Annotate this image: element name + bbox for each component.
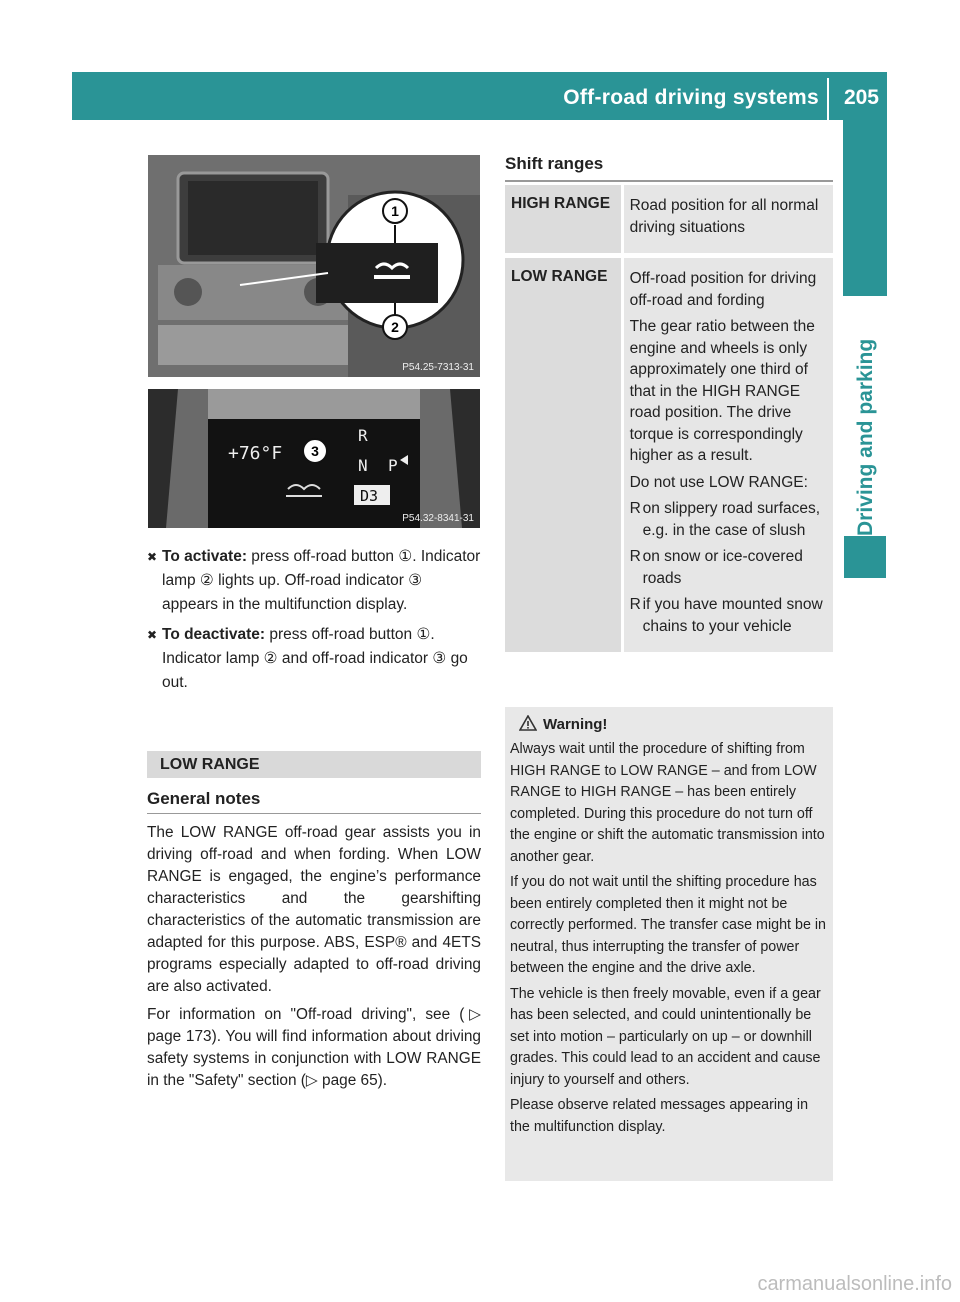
instruction-text: press off-road button ①. Indicator lamp ② and off-road indicator ③ go out.: [162, 626, 468, 691]
list-item: [630, 498, 829, 541]
figure-code: P54.32-8341-31: [402, 513, 474, 524]
range-desc: [621, 258, 833, 652]
warning-body: [510, 739, 830, 1142]
callout-1: 1: [391, 203, 399, 219]
callout-2: 2: [391, 319, 399, 335]
instruction-label: To activate:: [162, 548, 247, 565]
gear-p: P: [388, 456, 398, 475]
figure-code: P54.25-7313-31: [402, 362, 474, 373]
general-notes-body: [147, 822, 481, 1098]
desc-text: Road position for all normal driving situations: [629, 197, 819, 236]
paragraph: The vehicle is then freely movable, even if a gear has been selected, and could unintentionally be set into motion – particularly on up – or downhill grades. This could lead to an accident and cause injury to yourself and others.: [510, 985, 821, 1088]
instruction-label: To deactivate:: [162, 626, 266, 643]
list-item: [630, 546, 829, 589]
bullet-icon: R: [629, 500, 641, 517]
instruction-activate: [147, 545, 481, 617]
list-item: [630, 594, 829, 637]
gear-r: R: [358, 426, 368, 445]
chapter-title: Off-road driving systems: [563, 86, 819, 109]
general-notes-heading: General notes: [147, 789, 481, 814]
gear-d3: D3: [360, 487, 379, 505]
paragraph: Always wait until the procedure of shifting from HIGH RANGE to LOW RANGE – and from LOW RANGE to HIGH RANGE – has been entirely completed. During this procedure do not turn off the engine or shift the automatic transmission into another gear.: [510, 741, 825, 865]
console-illustration: [148, 155, 480, 377]
shift-ranges-heading: Shift ranges: [505, 154, 833, 182]
list-item-text: on slippery road surfaces, e.g. in the case of slush: [642, 500, 821, 539]
warning-heading: [519, 715, 607, 733]
warning-title: Warning!: [543, 716, 608, 733]
section-title: LOW RANGE: [160, 756, 260, 773]
range-label: LOW RANGE: [505, 258, 621, 652]
warning-icon: [519, 715, 537, 731]
table-row: [505, 185, 833, 253]
arrow-icon: ✖: [147, 628, 158, 642]
warning-box: [505, 707, 833, 1181]
display-photo: [148, 389, 480, 528]
gear-n: N: [358, 456, 368, 475]
header-divider: [827, 78, 829, 120]
shift-ranges-table: [505, 185, 833, 657]
side-tab-marker: [844, 536, 886, 578]
desc-text: Off-road position for driving off-road and fording: [629, 270, 817, 309]
arrow-icon: ✖: [147, 550, 158, 564]
paragraph: The LOW RANGE off-road gear assists you in driving off-road and when fording. When LOW RANGE is engaged, the engine’s performance characteristics and the gearshifting characteristics of the automatic transmission are adapted for this purpose. ABS, ESP® and 4ETS programs especially adapted to off-road driving are also activated.: [147, 824, 481, 995]
instruction-text: press off-road button ①. Indicator lamp ② lights up. Off-road indicator ③ appears in the multifunction display.: [162, 548, 481, 613]
bullet-list: [630, 498, 829, 637]
side-tab-label: Driving and parking: [854, 338, 877, 536]
console-photo: [148, 155, 480, 377]
paragraph: Please observe related messages appearing in the multifunction display.: [510, 1097, 809, 1135]
callout-3: 3: [311, 443, 319, 459]
page-number: 205: [843, 86, 879, 109]
page-header: [72, 72, 887, 120]
instructions: [147, 545, 481, 701]
list-item-text: on snow or ice-covered roads: [642, 548, 803, 587]
instruction-deactivate: [147, 623, 481, 695]
display-illustration: [148, 389, 480, 528]
list-item-text: if you have mounted snow chains to your vehicle: [642, 596, 823, 635]
bullet-icon: R: [629, 596, 641, 613]
bullet-icon: R: [629, 548, 641, 565]
temp-readout: +76°F: [228, 443, 283, 464]
desc-text: Do not use LOW RANGE:: [629, 473, 808, 491]
table-row: [505, 258, 833, 652]
side-tab-bar: [843, 120, 887, 296]
desc-text: The gear ratio between the engine and wheels is only approximately one third of that in the HIGH RANGE road position. The drive torque is correspondingly higher as a result.: [629, 318, 815, 464]
paragraph: For information on "Off-road driving", see (▷ page 173). You will find information about driving safety systems in conjunction with LOW RANGE in the "Safety" section (▷ page 65).: [147, 1006, 481, 1089]
paragraph: If you do not wait until the shifting procedure has been entirely completed then it might not be correctly performed. The transfer case might be in neutral, thus interrupting the transfer of power between the engine and the drive axle.: [510, 874, 826, 976]
range-desc: [621, 185, 833, 253]
range-label: HIGH RANGE: [505, 185, 621, 253]
watermark: carmanualsonline.info: [757, 1273, 952, 1295]
section-heading-bar: [147, 751, 481, 778]
